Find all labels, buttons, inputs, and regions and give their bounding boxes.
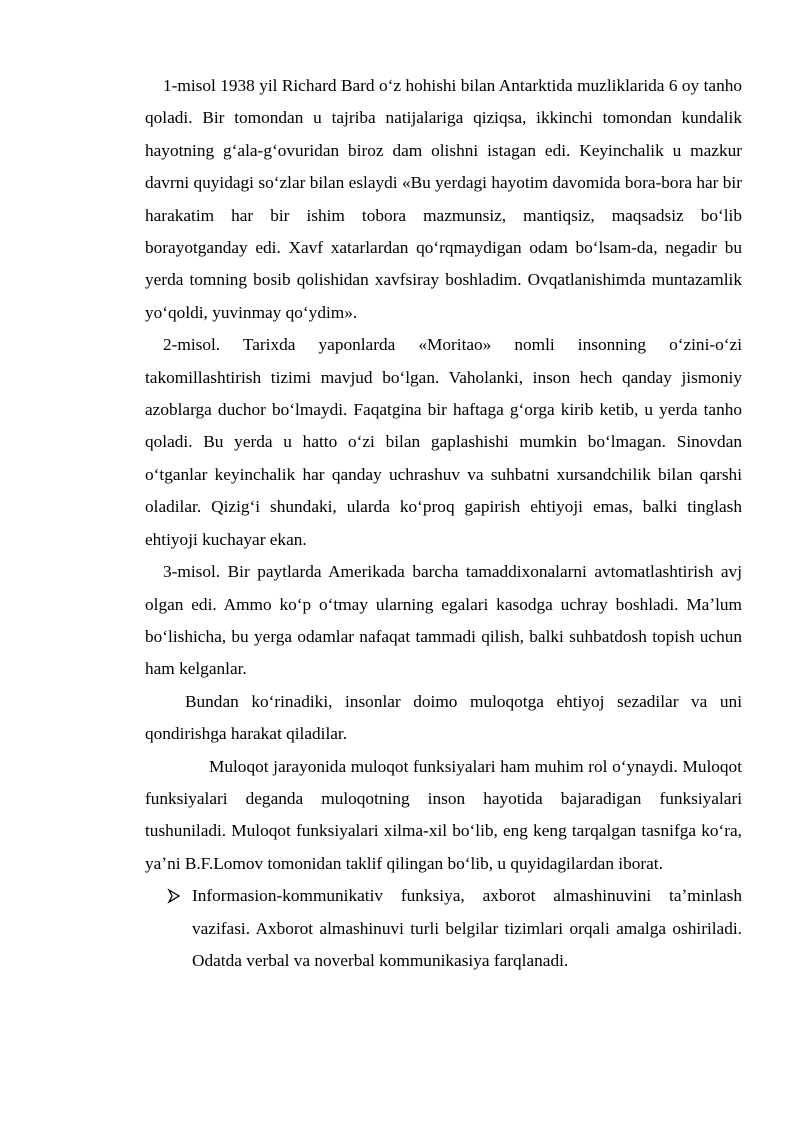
arrow-bullet-icon [167, 880, 181, 912]
paragraph-example-1: 1-misol 1938 yil Richard Bard oʻz hohishi bilan Antarktida muzliklarida 6 oy tanho qoladi. Bir tomondan u tajriba natijalariga qiziqsa, ikkinchi tomondan kundalik hayotning gʻala-gʻovuridan biroz dam olishni istagan edi. Keyinchalik u mazkur davrni quyidagi soʻzlar bilan eslaydi «Bu yerdagi hayotim davomida bora-bora har bir harakatim har bir ishim tobora mazmunsiz, mantiqsiz, maqsadsiz boʻlib borayotganday edi. Xavf xatarlardan qoʻrqmaydigan odam boʻlsam-da, negadir bu yerda tomning bosib qolishidan xavfsiray boshladim. Ovqatlanishimda muntazamlik yoʻqoldi, yuvinmay qoʻydim». [145, 76, 742, 322]
paragraph-example-2: 2-misol. Tarixda yaponlarda «Moritao» nomli insonning oʻzini-oʻzi takomillashtirish tizimi mavjud boʻlgan. Vaholanki, inson hech qanday jismoniy azoblarga duchor boʻlmaydi. Faqatgina bir haftaga gʻorga kirib ketib, u yerda tanho qoladi. Bu yerda u hatto oʻzi bilan gaplashishi mumkin boʻlmagan. Sinovdan oʻtganlar keyinchalik har qanday uchrashuv va suhbatni xursandchilik bilan qarshi oladilar. Qizigʻi shundaki, ularda koʻproq gapirish ehtiyoji emas, balki tinglash ehtiyoji kuchayar ekan. [145, 335, 742, 549]
document-page [145, 70, 742, 977]
paragraph-communication-functions: Muloqot jarayonida muloqot funksiyalari ham muhim rol oʻynaydi. Muloqot funksiyalari deganda muloqotning inson hayotida bajaradigan funksiyalari tushuniladi. Muloqot funksiyalari xilma-xil boʻlib, eng keng tarqalgan tasnifga koʻra, yaʼni B.F.Lomov tomonidan taklif qilingan boʻlib, u quyidagilardan iborat. [145, 756, 742, 873]
paragraph-conclusion: Bundan koʻrinadiki, insonlar doimo muloqotga ehtiyoj sezadilar va uni qondirishga harakat qiladilar. [145, 691, 742, 744]
list-item-informational-function [145, 880, 742, 977]
paragraph-example-3: 3-misol. Bir paytlarda Amerikada barcha tamaddixonalarni avtomatlashtirish avj olgan edi. Ammo koʻp oʻtmay ularning egalari kasodga uchray boshladi. Maʼlum boʻlishicha, bu yerga odamlar nafaqat tammadi qilish, balki suhbatdosh topish uchun ham kelganlar. [145, 562, 742, 679]
list-item-text: Informasion-kommunikativ funksiya, axborot almashinuvini taʼminlash vazifasi. Axborot almashinuvi turli belgilar tizimlari orqali amalga oshiriladi. Odatda verbal va noverbal kommunikasiya farqlanadi. [192, 886, 742, 970]
